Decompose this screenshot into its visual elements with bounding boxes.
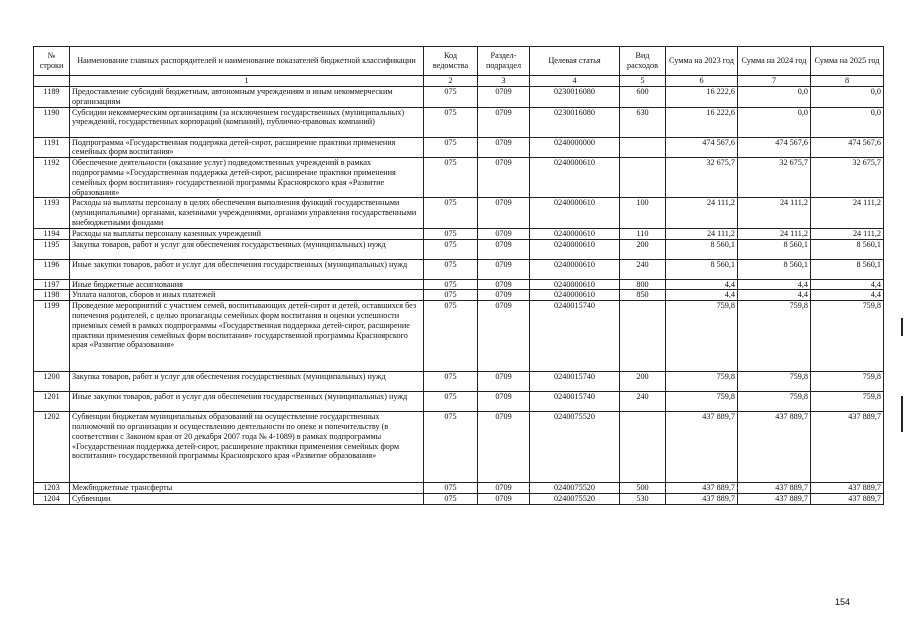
target-article-cell: 0240075520 [530, 483, 620, 494]
column-number-cell: 2 [424, 76, 478, 87]
sum-2023-cell: 474 567,6 [666, 137, 738, 158]
sum-2024-cell: 474 567,6 [738, 137, 811, 158]
target-article-cell: 0240015740 [530, 301, 620, 372]
row-name-cell: Иные закупки товаров, работ и услуг для обеспечения государственных (муниципальных) нужд [70, 392, 424, 412]
table-row [34, 107, 884, 137]
row-name-cell: Расходы на выплаты персоналу в целях обеспечения выполнения функций государственными (муниципальными) органами, казенными учреждениями, органами управления государственными внебюджетными фондами [70, 198, 424, 228]
expense-kind-cell: 240 [620, 259, 666, 279]
target-article-cell: 0240000610 [530, 259, 620, 279]
dept-code-cell: 075 [424, 259, 478, 279]
sum-2025-cell: 4,4 [811, 290, 884, 301]
dept-code-cell: 075 [424, 279, 478, 290]
header-row-number: № строки [34, 47, 70, 76]
table-row [34, 301, 884, 372]
row-number-cell: 1199 [34, 301, 70, 372]
scan-edge-mark [901, 396, 903, 432]
row-name-cell: Уплата налогов, сборов и иных платежей [70, 290, 424, 301]
sum-2024-cell: 0,0 [738, 107, 811, 137]
table-row [34, 87, 884, 108]
table-row [34, 493, 884, 504]
expense-kind-cell: 240 [620, 392, 666, 412]
column-number-cell [34, 76, 70, 87]
sum-2023-cell: 8 560,1 [666, 259, 738, 279]
table-row [34, 412, 884, 483]
sum-2025-cell: 0,0 [811, 107, 884, 137]
row-number-cell: 1193 [34, 198, 70, 228]
scan-edge-mark [901, 318, 903, 336]
row-name-cell: Предоставление субсидий бюджетным, автономным учреждениям и иным некоммерческим организациям [70, 87, 424, 108]
column-number-cell: 3 [478, 76, 530, 87]
sum-2023-cell: 16 222,6 [666, 107, 738, 137]
expense-kind-cell: 530 [620, 493, 666, 504]
header-name: Наименование главных распорядителей и наименование показателей бюджетной классификации [70, 47, 424, 76]
row-name-cell: Обеспечение деятельности (оказание услуг) подведомственных учреждений в рамках подпрограммы «Государственная поддержка детей-сирот, расширение практики применения семейных форм воспитания» государственной программы Красноярского края «Развитие образования» [70, 158, 424, 198]
sum-2024-cell: 8 560,1 [738, 239, 811, 259]
target-article-cell: 0240015740 [530, 372, 620, 392]
row-number-cell: 1200 [34, 372, 70, 392]
dept-code-cell: 075 [424, 493, 478, 504]
column-number-cell: 6 [666, 76, 738, 87]
dept-code-cell: 075 [424, 483, 478, 494]
dept-code-cell: 075 [424, 158, 478, 198]
row-name-cell: Проведение мероприятий с участием семей, воспитывающих детей-сирот и детей, оставшихся без попечения родителей, с целью пропаганды семейных форм воспитания и оценки успешности приемных семей в рамках подпрограммы «Государственная поддержка детей-сирот, расширение практики применения семейных форм воспитания» государственной программы Красноярского края «Развитие образования» [70, 301, 424, 372]
expense-kind-cell [620, 158, 666, 198]
expense-kind-cell: 100 [620, 198, 666, 228]
section-cell: 0709 [478, 483, 530, 494]
sum-2024-cell: 759,8 [738, 392, 811, 412]
table-row [34, 198, 884, 228]
sum-2023-cell: 759,8 [666, 372, 738, 392]
table-row [34, 392, 884, 412]
target-article-cell: 0240075520 [530, 412, 620, 483]
section-cell: 0709 [478, 158, 530, 198]
sum-2025-cell: 437 889,7 [811, 412, 884, 483]
header-target-article: Целевая статья [530, 47, 620, 76]
row-number-cell: 1195 [34, 239, 70, 259]
row-number-cell: 1189 [34, 87, 70, 108]
row-name-cell: Закупка товаров, работ и услуг для обеспечения государственных (муниципальных) нужд [70, 239, 424, 259]
row-number-cell: 1204 [34, 493, 70, 504]
header-sum-2025: Сумма на 2025 год [811, 47, 884, 76]
expense-kind-cell: 200 [620, 239, 666, 259]
target-article-cell: 0240000610 [530, 290, 620, 301]
target-article-cell: 0240075520 [530, 493, 620, 504]
table-row [34, 239, 884, 259]
dept-code-cell: 075 [424, 107, 478, 137]
header-sum-2024: Сумма на 2024 год [738, 47, 811, 76]
row-name-cell: Субсидии некоммерческим организациям (за исключением государственных (муниципальных) учреждений, государственных корпораций (компаний), публично-правовых компаний) [70, 107, 424, 137]
sum-2024-cell: 437 889,7 [738, 412, 811, 483]
dept-code-cell: 075 [424, 301, 478, 372]
table-row [34, 259, 884, 279]
dept-code-cell: 075 [424, 392, 478, 412]
sum-2025-cell: 8 560,1 [811, 259, 884, 279]
sum-2025-cell: 0,0 [811, 87, 884, 108]
row-name-cell: Закупка товаров, работ и услуг для обеспечения государственных (муниципальных) нужд [70, 372, 424, 392]
row-name-cell: Иные закупки товаров, работ и услуг для обеспечения государственных (муниципальных) нужд [70, 259, 424, 279]
sum-2025-cell: 24 111,2 [811, 228, 884, 239]
sum-2024-cell: 0,0 [738, 87, 811, 108]
sum-2023-cell: 24 111,2 [666, 228, 738, 239]
row-name-cell: Иные бюджетные ассигнования [70, 279, 424, 290]
table-row [34, 290, 884, 301]
section-cell: 0709 [478, 239, 530, 259]
sum-2024-cell: 759,8 [738, 301, 811, 372]
sum-2025-cell: 4,4 [811, 279, 884, 290]
section-cell: 0709 [478, 493, 530, 504]
table-row [34, 137, 884, 158]
expense-kind-cell: 200 [620, 372, 666, 392]
table-row [34, 483, 884, 494]
sum-2024-cell: 8 560,1 [738, 259, 811, 279]
target-article-cell: 0230016080 [530, 87, 620, 108]
sum-2023-cell: 16 222,6 [666, 87, 738, 108]
target-article-cell: 0230016080 [530, 107, 620, 137]
target-article-cell: 0240000610 [530, 228, 620, 239]
expense-kind-cell: 110 [620, 228, 666, 239]
sum-2025-cell: 759,8 [811, 301, 884, 372]
section-cell: 0709 [478, 259, 530, 279]
table-row [34, 372, 884, 392]
target-article-cell: 0240000610 [530, 198, 620, 228]
budget-table [33, 46, 884, 505]
table-body [34, 87, 884, 505]
column-number-cell: 8 [811, 76, 884, 87]
sum-2023-cell: 4,4 [666, 290, 738, 301]
expense-kind-cell: 850 [620, 290, 666, 301]
sum-2025-cell: 474 567,6 [811, 137, 884, 158]
sum-2025-cell: 759,8 [811, 392, 884, 412]
row-number-cell: 1190 [34, 107, 70, 137]
expense-kind-cell: 600 [620, 87, 666, 108]
sum-2024-cell: 437 889,7 [738, 493, 811, 504]
row-number-cell: 1201 [34, 392, 70, 412]
column-number-cell: 4 [530, 76, 620, 87]
header-dept-code: Код ведомства [424, 47, 478, 76]
section-cell: 0709 [478, 372, 530, 392]
row-name-cell: Субвенции бюджетам муниципальных образований на осуществление государственных полномочий по организации и осуществлению деятельности по опеке и попечительству (в соответствии с Законом края от 20 декабря 2007 года № 4-1089) в рамках подпрограммы «Государственная поддержка детей-сирот, расширение практики применения семейных форм воспитания» государственной программы Красноярского края «Развитие образования» [70, 412, 424, 483]
section-cell: 0709 [478, 412, 530, 483]
row-number-cell: 1192 [34, 158, 70, 198]
sum-2023-cell: 437 889,7 [666, 412, 738, 483]
sum-2024-cell: 24 111,2 [738, 228, 811, 239]
sum-2023-cell: 437 889,7 [666, 483, 738, 494]
row-number-cell: 1191 [34, 137, 70, 158]
page-number: 154 [835, 597, 851, 607]
section-cell: 0709 [478, 228, 530, 239]
sum-2025-cell: 437 889,7 [811, 493, 884, 504]
column-number-cell: 7 [738, 76, 811, 87]
sum-2025-cell: 759,8 [811, 372, 884, 392]
target-article-cell: 0240000000 [530, 137, 620, 158]
section-cell: 0709 [478, 301, 530, 372]
sum-2023-cell: 32 675,7 [666, 158, 738, 198]
dept-code-cell: 075 [424, 228, 478, 239]
table-row [34, 279, 884, 290]
sum-2024-cell: 32 675,7 [738, 158, 811, 198]
section-cell: 0709 [478, 279, 530, 290]
header-expense-kind: Вид расходов [620, 47, 666, 76]
sum-2023-cell: 437 889,7 [666, 493, 738, 504]
row-name-cell: Субвенции [70, 493, 424, 504]
dept-code-cell: 075 [424, 239, 478, 259]
dept-code-cell: 075 [424, 87, 478, 108]
expense-kind-cell: 800 [620, 279, 666, 290]
expense-kind-cell [620, 137, 666, 158]
expense-kind-cell [620, 301, 666, 372]
budget-table-container [33, 46, 884, 505]
row-name-cell: Подпрограмма «Государственная поддержка детей-сирот, расширение практики применения семейных форм воспитания» [70, 137, 424, 158]
section-cell: 0709 [478, 87, 530, 108]
dept-code-cell: 075 [424, 290, 478, 301]
sum-2025-cell: 437 889,7 [811, 483, 884, 494]
table-row [34, 228, 884, 239]
target-article-cell: 0240015740 [530, 392, 620, 412]
table-row [34, 158, 884, 198]
section-cell: 0709 [478, 107, 530, 137]
section-cell: 0709 [478, 290, 530, 301]
sum-2023-cell: 759,8 [666, 392, 738, 412]
row-number-cell: 1196 [34, 259, 70, 279]
sum-2024-cell: 24 111,2 [738, 198, 811, 228]
sum-2025-cell: 32 675,7 [811, 158, 884, 198]
row-number-cell: 1198 [34, 290, 70, 301]
expense-kind-cell [620, 412, 666, 483]
header-sum-2023: Сумма на 2023 год [666, 47, 738, 76]
row-number-cell: 1203 [34, 483, 70, 494]
section-cell: 0709 [478, 392, 530, 412]
target-article-cell: 0240000610 [530, 239, 620, 259]
sum-2023-cell: 4,4 [666, 279, 738, 290]
sum-2023-cell: 24 111,2 [666, 198, 738, 228]
dept-code-cell: 075 [424, 412, 478, 483]
table-header-row [34, 47, 884, 76]
expense-kind-cell: 500 [620, 483, 666, 494]
sum-2025-cell: 8 560,1 [811, 239, 884, 259]
dept-code-cell: 075 [424, 372, 478, 392]
sum-2024-cell: 759,8 [738, 372, 811, 392]
dept-code-cell: 075 [424, 198, 478, 228]
sum-2025-cell: 24 111,2 [811, 198, 884, 228]
row-name-cell: Расходы на выплаты персоналу казенных учреждений [70, 228, 424, 239]
row-number-cell: 1197 [34, 279, 70, 290]
section-cell: 0709 [478, 137, 530, 158]
sum-2023-cell: 8 560,1 [666, 239, 738, 259]
sum-2023-cell: 759,8 [666, 301, 738, 372]
row-name-cell: Межбюджетные трансферты [70, 483, 424, 494]
column-number-cell: 5 [620, 76, 666, 87]
target-article-cell: 0240000610 [530, 279, 620, 290]
sum-2024-cell: 4,4 [738, 279, 811, 290]
expense-kind-cell: 630 [620, 107, 666, 137]
section-cell: 0709 [478, 198, 530, 228]
column-number-row [34, 76, 884, 87]
sum-2024-cell: 4,4 [738, 290, 811, 301]
row-number-cell: 1194 [34, 228, 70, 239]
sum-2024-cell: 437 889,7 [738, 483, 811, 494]
header-section: Раздел-подраздел [478, 47, 530, 76]
row-number-cell: 1202 [34, 412, 70, 483]
target-article-cell: 0240000610 [530, 158, 620, 198]
dept-code-cell: 075 [424, 137, 478, 158]
column-number-cell: 1 [70, 76, 424, 87]
